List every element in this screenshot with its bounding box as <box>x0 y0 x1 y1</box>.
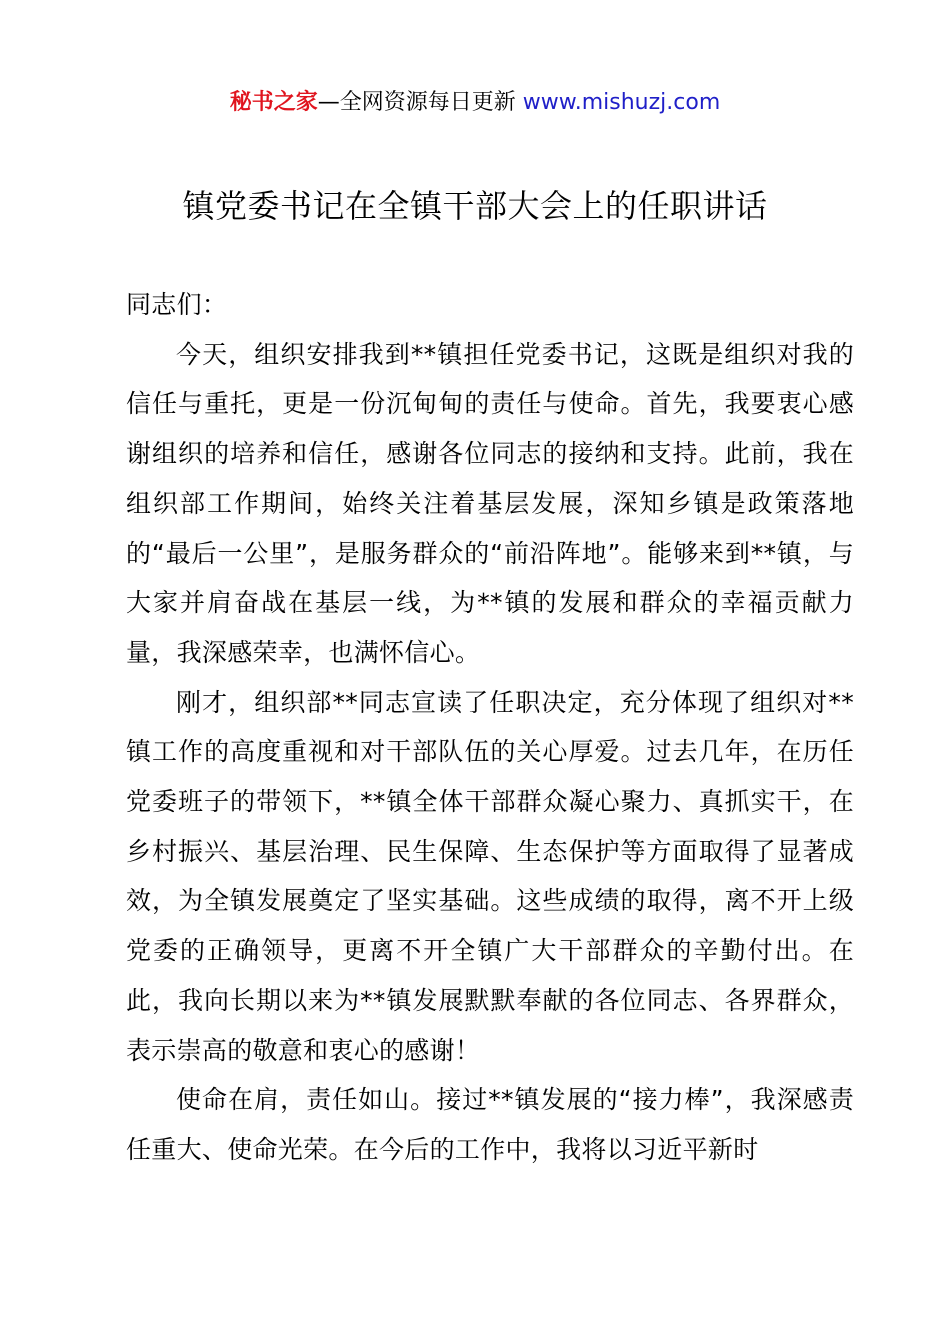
site-slogan: —全网资源每日更新 <box>317 90 516 115</box>
document-body <box>126 280 854 1175</box>
site-name: 秘书之家 <box>229 90 318 115</box>
body-paragraph: 使命在肩，责任如山。接过**镇发展的“接力棒”，我深感责任重大、使命光荣。在今后的工作中，我将以习近平新时 <box>126 1085 854 1164</box>
salutation: 同志们： <box>126 290 228 319</box>
site-url-link[interactable]: www.mishuzj.com <box>522 90 721 115</box>
document-title: 镇党委书记在全镇干部大会上的任职讲话 <box>182 187 768 225</box>
body-paragraph: 刚才，组织部**同志宣读了任职决定，充分体现了组织对**镇工作的高度重视和对干部队伍的关心厚爱。过去几年，在历任党委班子的带领下，**镇全体干部群众凝心聚力、真抓实干，在乡村振兴、基层治理、民生保障、生态保护等方面取得了显著成效，为全镇发展奠定了坚实基础。这些成绩的取得，离不开上级党委的正确领导，更离不开全镇广大干部群众的辛勤付出。在此，我向长期以来为**镇发展默默奉献的各位同志、各界群众，表示崇高的敬意和衷心的感谢！ <box>126 687 854 1065</box>
body-paragraph: 今天，组织安排我到**镇担任党委书记，这既是组织对我的信任与重托，更是一份沉甸甸的责任与使命。首先，我要衷心感谢组织的培养和信任，感谢各位同志的接纳和支持。此前，我在组织部工作期间，始终关注着基层发展，深知乡镇是政策落地的“最后一公里”，是服务群众的“前沿阵地”。能够来到**镇，与大家并肩奋战在基层一线，为**镇的发展和群众的幸福贡献力量，我深感荣幸，也满怀信心。 <box>126 339 854 667</box>
site-header <box>0 86 950 120</box>
